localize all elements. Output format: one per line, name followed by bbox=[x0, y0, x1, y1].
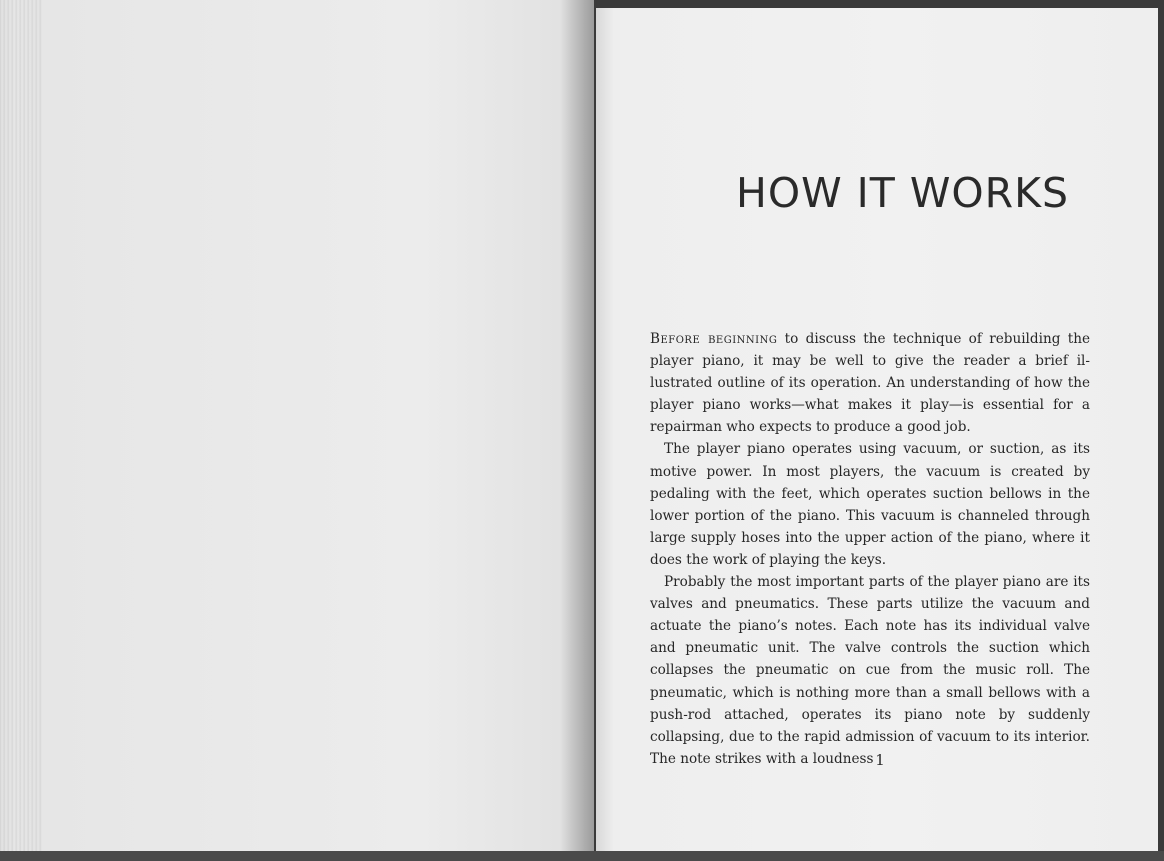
page-number: 1 bbox=[875, 751, 885, 769]
paragraph-2: The player piano operates using vacuum, or suction, as its motive power. In most players, the vacuum is created by pedaling with the feet, which operates suction bellows in the lower portion of the piano. This vacuum is channeled through large supply hoses into the upper action of the piano, where it does the work of playing the keys. bbox=[650, 441, 1090, 568]
paragraph-3: Probably the most important parts of the player piano are its valves and pneumatics. These parts utilize the vacuum and actuate the piano’s notes. Each note has its individual valve and pneumatic unit. The valve controls the suction which collapses the pneumatic on cue from the music roll. The pneumatic, which is nothing more than a small bellows with a push-rod attached, operates its piano note by suddenly collapsing, due to the rapid admission of vacuum to its interior. The note strikes with a loudness bbox=[650, 574, 1090, 767]
bottom-edge bbox=[0, 851, 1164, 861]
gutter-shadow bbox=[560, 0, 594, 861]
paragraph-1 bbox=[650, 328, 1090, 438]
chapter-title: HOW IT WORKS bbox=[736, 169, 1070, 218]
lead-in: Before beginning bbox=[650, 331, 778, 347]
page-edges bbox=[0, 0, 42, 861]
paragraph-1-text: to discuss the technique of rebuilding the player piano, it may be well to give the reader a brief illustrated outline of its operation. An understanding of how the player piano works—what makes it play—is essential for a repairman who expects to produce a good job. bbox=[650, 331, 1090, 436]
body-text bbox=[650, 328, 1090, 770]
